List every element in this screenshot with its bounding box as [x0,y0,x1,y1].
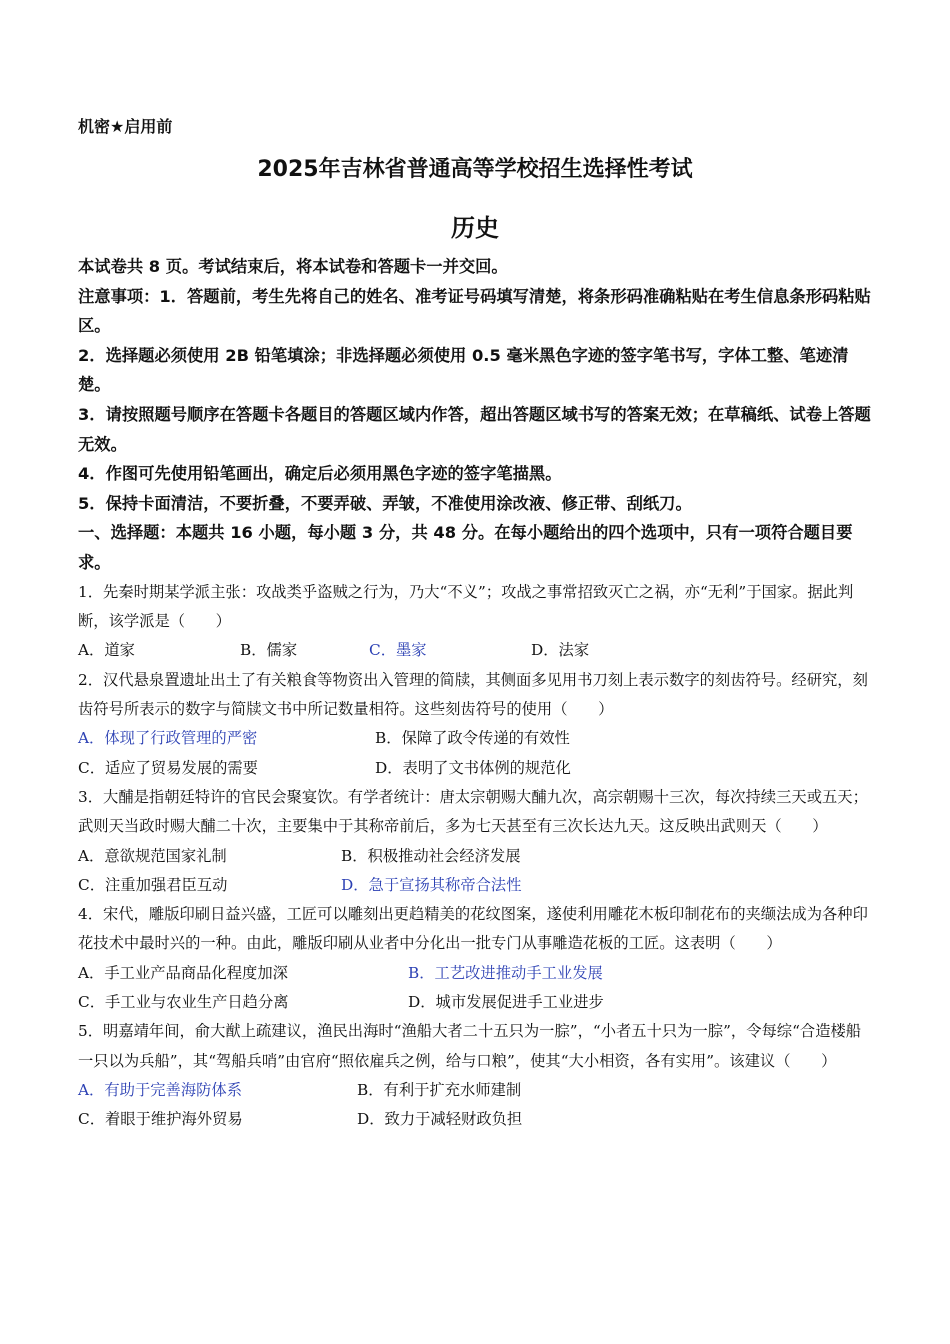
q2-option-d: D．表明了文书体例的规范化 [375,758,571,777]
question-5-options-row1 [78,1076,876,1105]
exam-content [78,252,876,1134]
q2-option-b: B．保障了政令传递的有效性 [375,729,570,748]
section-heading: 一、选择题：本题共 16 小题，每小题 3 分，共 48 分。在每小题给出的四个选项中，只有一项符合题目要求。 [78,523,853,572]
question-3-options-row1 [78,842,876,871]
q4-option-c: C．手工业与农业生产日趋分离 [78,993,289,1011]
q4-option-a: A．手工业产品商品化程度加深 [78,963,288,982]
question-4-options-row2 [78,988,876,1017]
q3-option-d: D．急于宣扬其称帝合法性 [341,875,522,894]
q5-option-c: C．着眼于维护海外贸易 [78,1110,243,1129]
q2-option-c: C．适应了贸易发展的需要 [78,758,258,777]
intro-text: 本试卷共 8 页。考试结束后，将本试卷和答题卡一并交回。 [78,257,508,276]
q4-option-b: B．工艺改进推动手工业发展 [408,963,603,982]
notice-1: 注意事项：1．答题前，考生先将自己的姓名、准考证号码填写清楚，将条形码准确粘贴在考生信息条形码粘贴区。 [78,286,871,336]
q1-option-d: D．法家 [531,641,590,660]
question-5-options-row2 [78,1105,876,1134]
question-3-stem: 3．大酺是指朝廷特许的官民会聚宴饮。有学者统计：唐太宗朝赐大酺九次，高宗朝赐十三次，每次持续三天或五天；武则天当政时赐大酺二十次，主要集中于其称帝前后，多为七天甚至有三次长达九天。这反映出武则天（ ） [78,787,868,836]
notice-4: 4．作图可先使用铅笔画出，确定后必须用黑色字迹的签字笔描黑。 [78,464,562,484]
subject-title: 历史 [451,214,499,242]
exam-title: 2025年吉林省普通高等学校招生选择性考试 [257,157,693,182]
question-1-stem: 1．先秦时期某学派主张：攻战类乎盗贼之行为，乃大“不义”；攻战之事常招致灭亡之祸，亦“无利”于国家。据此判断，该学派是（ ） [78,582,854,630]
q4-option-d: D．城市发展促进手工业进步 [408,993,604,1011]
question-5-stem: 5．明嘉靖年间，俞大猷上疏建议，渔民出海时“渔船大者二十五只为一腙”，“小者五十只为一腙”，令每综“合造楼船一只以为兵船”，其“驾船兵哨”由官府“照依雇兵之例，给与口粮”，使其“大小相资，各有实用”。该建议（ ） [78,1022,862,1070]
notice-5: 5．保持卡面清洁，不要折叠，不要弄破、弄皱，不准使用涂改液、修正带、刮纸刀。 [78,493,692,513]
q5-option-a: A．有助于完善海防体系 [78,1081,243,1100]
q3-option-c: C．注重加强君臣互动 [78,875,228,894]
question-1-options [78,636,876,665]
q1-option-c: C．墨家 [369,641,427,660]
question-2-stem: 2．汉代悬泉置遗址出土了有关粮食等物资出入管理的简牍，其侧面多见用书刀刻上表示数字的刻齿符号。经研究，刻齿符号所表示的数字与简牍文书中所记数量相符。这些刻齿符号的使用（ ） [78,670,868,718]
q3-option-a: A．意欲规范国家礼制 [78,846,227,865]
notice-2: 2．选择题必须使用 2B 铅笔填涂；非选择题必须使用 0.5 毫米黑色字迹的签字笔书写，字体工整、笔迹清楚。 [78,345,849,395]
q1-option-b: B．儒家 [240,641,298,660]
question-2-options-row1 [78,724,876,753]
q5-option-b: B．有利于扩充水师建制 [357,1081,522,1100]
q1-option-a: A．道家 [78,641,135,660]
q2-option-a: A．体现了行政管理的严密 [78,729,258,748]
secret-label: 机密★启用前 [78,117,173,136]
q5-option-d: D．致力于减轻财政负担 [357,1110,523,1129]
question-4-options-row1 [78,959,876,988]
question-3-options-row2 [78,871,876,900]
question-2-options-row2 [78,754,876,783]
q3-option-b: B．积极推动社会经济发展 [341,846,521,865]
question-4-stem: 4．宋代，雕版印刷日益兴盛，工匠可以雕刻出更趋精美的花纹图案，遂使利用雕花木板印制花布的夹缬法成为各种印花技术中最时兴的一种。由此，雕版印刷从业者中分化出一批专门从事雕造花板的工匠。这表明（ ） [78,904,868,953]
notice-3: 3．请按照题号顺序在答题卡各题目的答题区域内作答，超出答题区域书写的答案无效；在草稿纸、试卷上答题无效。 [78,404,871,454]
